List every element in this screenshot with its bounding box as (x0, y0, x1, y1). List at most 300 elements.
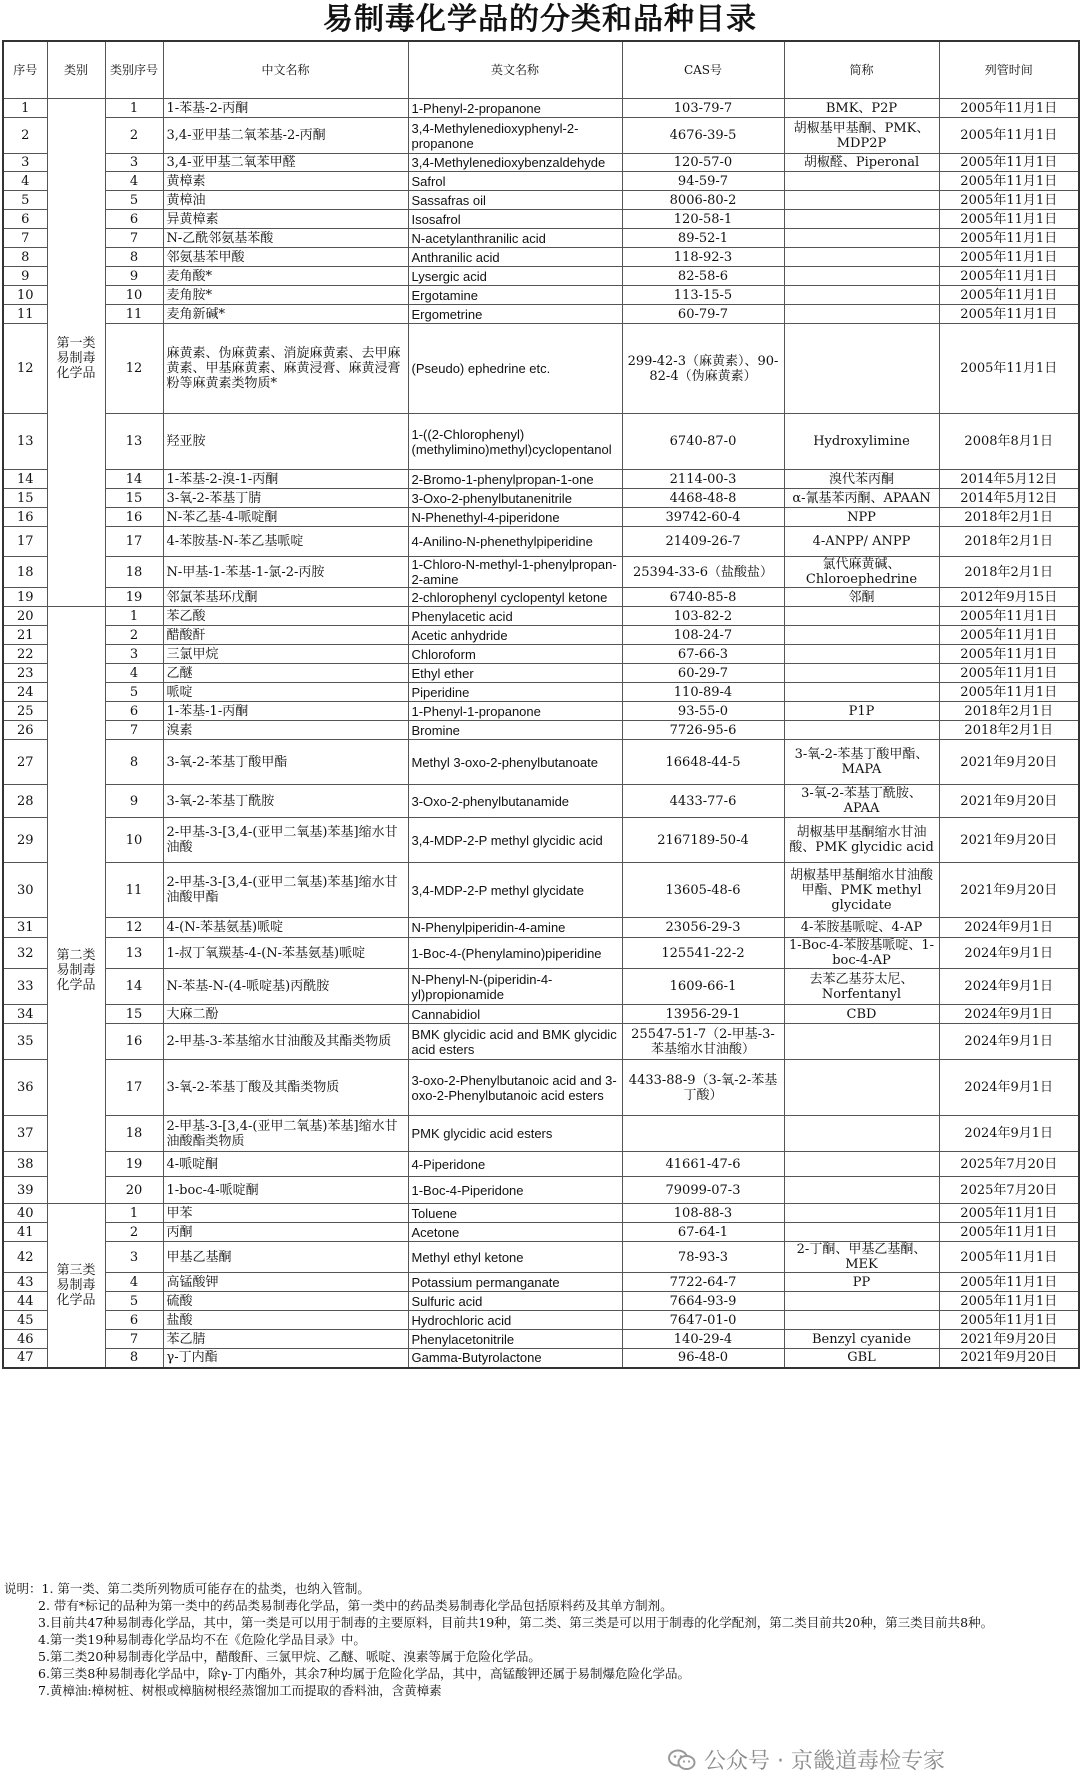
english-name: Gamma-Butyrolactone (408, 1349, 622, 1368)
category-index: 3 (105, 645, 163, 664)
abbreviation: BMK、P2P (784, 99, 939, 118)
chinese-name: 4-哌啶酮 (163, 1152, 408, 1177)
abbreviation (784, 1223, 939, 1242)
chinese-name: 黄樟素 (163, 172, 408, 191)
abbreviation (784, 248, 939, 267)
english-name: Toluene (408, 1204, 622, 1223)
header-chinese-name: 中文名称 (163, 41, 408, 99)
chinese-name: N-苯基-N-(4-哌啶基)丙酰胺 (163, 969, 408, 1005)
cas-number: 299-42-3（麻黄素）、90-82-4（伪麻黄素） (622, 324, 784, 414)
row-index: 37 (3, 1116, 47, 1152)
abbreviation: 胡椒基甲基酮缩水甘油酸甲酯、PMK methyl glycidate (784, 863, 939, 918)
english-name: Methyl 3-oxo-2-phenylbutanoate (408, 740, 622, 785)
table-row (3, 607, 1079, 626)
category-index: 3 (105, 154, 163, 172)
category-index: 17 (105, 1060, 163, 1116)
english-name: Sassafras oil (408, 191, 622, 210)
abbreviation (784, 324, 939, 414)
row-index: 23 (3, 664, 47, 683)
table-row (3, 785, 1079, 818)
control-date: 2025年7月20日 (939, 1177, 1079, 1204)
english-name: 3,4-Methylenedioxyphenyl-2-propanone (408, 118, 622, 154)
category-index: 7 (105, 229, 163, 248)
english-name: 3-oxo-2-Phenylbutanoic acid and 3-oxo-2-Phenylbutanoic acid esters (408, 1060, 622, 1116)
row-index: 2 (3, 118, 47, 154)
category-index: 6 (105, 702, 163, 721)
chinese-name: 1-苯基-1-丙酮 (163, 702, 408, 721)
chinese-name: 邻氨基苯甲酸 (163, 248, 408, 267)
chinese-name: 丙酮 (163, 1223, 408, 1242)
english-name: 3-Oxo-2-phenylbutanamide (408, 785, 622, 818)
english-name: Phenylacetic acid (408, 607, 622, 626)
cas-number: 93-55-0 (622, 702, 784, 721)
note-item: 2. 带有*标记的品种为第一类中的药品类易制毒化学品，第一类中的药品类易制毒化学品包括原料药及其单方制剂。 (38, 1598, 673, 1613)
cas-number: 67-64-1 (622, 1223, 784, 1242)
chinese-name: 黄樟油 (163, 191, 408, 210)
english-name: Methyl ethyl ketone (408, 1242, 622, 1273)
control-date: 2005年11月1日 (939, 305, 1079, 324)
control-date: 2005年11月1日 (939, 1273, 1079, 1292)
chinese-name: 2-甲基-3-苯基缩水甘油酸及其酯类物质 (163, 1024, 408, 1060)
control-date: 2005年11月1日 (939, 1204, 1079, 1223)
table-row (3, 508, 1079, 527)
abbreviation (784, 1311, 939, 1330)
control-date: 2005年11月1日 (939, 99, 1079, 118)
control-date: 2005年11月1日 (939, 1292, 1079, 1311)
english-name: Chloroform (408, 645, 622, 664)
cas-number: 108-24-7 (622, 626, 784, 645)
cas-number: 118-92-3 (622, 248, 784, 267)
control-date: 2021年9月20日 (939, 1349, 1079, 1368)
english-name: 1-((2-Chlorophenyl)(methylimino)methyl)cyclopentanol (408, 414, 622, 470)
abbreviation: GBL (784, 1349, 939, 1368)
category-index: 6 (105, 210, 163, 229)
english-name: Sulfuric acid (408, 1292, 622, 1311)
chinese-name: 1-苯基-2-丙酮 (163, 99, 408, 118)
abbreviation (784, 229, 939, 248)
control-date: 2005年11月1日 (939, 626, 1079, 645)
row-index: 34 (3, 1005, 47, 1024)
english-name: 3,4-Methylenedioxybenzaldehyde (408, 154, 622, 172)
row-index: 25 (3, 702, 47, 721)
chinese-name: 三氯甲烷 (163, 645, 408, 664)
english-name: Phenylacetonitrile (408, 1330, 622, 1349)
table-row (3, 191, 1079, 210)
table-row (3, 470, 1079, 489)
row-index: 40 (3, 1204, 47, 1223)
table-row (3, 645, 1079, 664)
chinese-name: N-苯乙基-4-哌啶酮 (163, 508, 408, 527)
row-index: 47 (3, 1349, 47, 1368)
row-index: 44 (3, 1292, 47, 1311)
english-name: 1-Boc-4-Piperidone (408, 1177, 622, 1204)
control-date: 2005年11月1日 (939, 1242, 1079, 1273)
cas-number: 4433-88-9（3-氧-2-苯基丁酸） (622, 1060, 784, 1116)
chinese-name: 醋酸酐 (163, 626, 408, 645)
header-date: 列管时间 (939, 41, 1079, 99)
chinese-name: γ-丁内酯 (163, 1349, 408, 1368)
abbreviation (784, 1060, 939, 1116)
row-index: 16 (3, 508, 47, 527)
abbreviation: 3-氧-2-苯基丁酰胺、APAA (784, 785, 939, 818)
table-row (3, 1330, 1079, 1349)
control-date: 2021年9月20日 (939, 1330, 1079, 1349)
cas-number: 78-93-3 (622, 1242, 784, 1273)
cas-number: 140-29-4 (622, 1330, 784, 1349)
english-name: Cannabidiol (408, 1005, 622, 1024)
row-index: 18 (3, 557, 47, 588)
row-index: 9 (3, 267, 47, 286)
chinese-name: 1-苯基-2-溴-1-丙酮 (163, 470, 408, 489)
table-row (3, 118, 1079, 154)
control-date: 2025年7月20日 (939, 1152, 1079, 1177)
chinese-name: 甲苯 (163, 1204, 408, 1223)
abbreviation: 胡椒基甲基酮缩水甘油酸、PMK glycidic acid (784, 818, 939, 863)
abbreviation: 去苯乙基芬太尼、Norfentanyl (784, 969, 939, 1005)
category-index: 13 (105, 414, 163, 470)
abbreviation: 胡椒基甲基酮、PMK、MDP2P (784, 118, 939, 154)
table-row (3, 229, 1079, 248)
cas-number: 110-89-4 (622, 683, 784, 702)
chinese-name: 麻黄素、伪麻黄素、消旋麻黄素、去甲麻黄素、甲基麻黄素、麻黄浸膏、麻黄浸膏粉等麻黄素类物质* (163, 324, 408, 414)
table-row (3, 154, 1079, 172)
category-index: 5 (105, 1292, 163, 1311)
control-date: 2021年9月20日 (939, 818, 1079, 863)
row-index: 20 (3, 607, 47, 626)
cas-number: 7726-95-6 (622, 721, 784, 740)
control-date: 2005年11月1日 (939, 118, 1079, 154)
cas-number: 120-58-1 (622, 210, 784, 229)
table-row (3, 99, 1079, 118)
category-index: 14 (105, 969, 163, 1005)
category-index: 7 (105, 1330, 163, 1349)
abbreviation (784, 645, 939, 664)
table-row (3, 626, 1079, 645)
table-row (3, 969, 1079, 1005)
cas-number: 6740-85-8 (622, 588, 784, 607)
cas-number (622, 1116, 784, 1152)
cas-number: 79099-07-3 (622, 1177, 784, 1204)
abbreviation (784, 267, 939, 286)
category-index: 14 (105, 470, 163, 489)
control-date: 2005年11月1日 (939, 1223, 1079, 1242)
english-name: 1-Boc-4-(Phenylamino)piperidine (408, 938, 622, 969)
table-row (3, 414, 1079, 470)
control-date: 2005年11月1日 (939, 645, 1079, 664)
row-index: 6 (3, 210, 47, 229)
table-row (3, 1223, 1079, 1242)
row-index: 41 (3, 1223, 47, 1242)
category-index: 2 (105, 626, 163, 645)
table-row (3, 324, 1079, 414)
table-row (3, 1177, 1079, 1204)
cas-number: 7722-64-7 (622, 1273, 784, 1292)
control-date: 2005年11月1日 (939, 324, 1079, 414)
english-name: 3-Oxo-2-phenylbutanenitrile (408, 489, 622, 508)
english-name: 4-Anilino-N-phenethylpiperidine (408, 527, 622, 557)
cas-number: 94-59-7 (622, 172, 784, 191)
row-index: 33 (3, 969, 47, 1005)
control-date: 2005年11月1日 (939, 683, 1079, 702)
english-name: N-Phenyl-N-(piperidin-4-yl)propionamide (408, 969, 622, 1005)
watermark-text: 公众号 · 京畿道毒检专家 (704, 1749, 945, 1774)
category-index: 11 (105, 305, 163, 324)
cas-number: 120-57-0 (622, 154, 784, 172)
cas-number: 108-88-3 (622, 1204, 784, 1223)
row-index: 39 (3, 1177, 47, 1204)
control-date: 2024年9月1日 (939, 1116, 1079, 1152)
english-name: Bromine (408, 721, 622, 740)
abbreviation (784, 172, 939, 191)
table-row (3, 1152, 1079, 1177)
chinese-name: 高锰酸钾 (163, 1273, 408, 1292)
row-index: 5 (3, 191, 47, 210)
chinese-name: 2-甲基-3-[3,4-(亚甲二氧基)苯基]缩水甘油酸 (163, 818, 408, 863)
table-row (3, 664, 1079, 683)
english-name: Isosafrol (408, 210, 622, 229)
english-name: PMK glycidic acid esters (408, 1116, 622, 1152)
english-name: Ethyl ether (408, 664, 622, 683)
row-index: 28 (3, 785, 47, 818)
watermark (668, 1744, 945, 1775)
header-row (3, 41, 1079, 99)
table-row (3, 172, 1079, 191)
table-row (3, 248, 1079, 267)
table-row (3, 740, 1079, 785)
control-date: 2021年9月20日 (939, 785, 1079, 818)
header-category: 类别 (47, 41, 105, 99)
cas-number: 4468-48-8 (622, 489, 784, 508)
cas-number: 82-58-6 (622, 267, 784, 286)
abbreviation: 胡椒醛、Piperonal (784, 154, 939, 172)
abbreviation (784, 191, 939, 210)
notes (4, 1580, 1076, 1699)
abbreviation: 4-苯胺基哌啶、4-AP (784, 918, 939, 938)
category-index: 8 (105, 1349, 163, 1368)
category-index: 19 (105, 588, 163, 607)
note-item: 5.第二类20种易制毒化学品中，醋酸酐、三氯甲烷、乙醚、哌啶、溴素等属于危险化学品。 (38, 1649, 541, 1664)
cas-number: 13605-48-6 (622, 863, 784, 918)
abbreviation (784, 1204, 939, 1223)
table-row (3, 721, 1079, 740)
page-title: 易制毒化学品的分类和品种目录 (323, 2, 757, 37)
category-index: 19 (105, 1152, 163, 1177)
table-row (3, 818, 1079, 863)
category-index: 16 (105, 508, 163, 527)
category-index: 10 (105, 818, 163, 863)
category-index: 16 (105, 1024, 163, 1060)
row-index: 24 (3, 683, 47, 702)
english-name: 2-chlorophenyl cyclopentyl ketone (408, 588, 622, 607)
cas-number: 60-29-7 (622, 664, 784, 683)
abbreviation (784, 1292, 939, 1311)
english-name: Acetic anhydride (408, 626, 622, 645)
control-date: 2005年11月1日 (939, 210, 1079, 229)
row-index: 32 (3, 938, 47, 969)
cas-number: 13956-29-1 (622, 1005, 784, 1024)
table-row (3, 918, 1079, 938)
table-row (3, 489, 1079, 508)
control-date: 2024年9月1日 (939, 918, 1079, 938)
row-index: 12 (3, 324, 47, 414)
control-date: 2005年11月1日 (939, 286, 1079, 305)
abbreviation: α-氰基苯丙酮、APAAN (784, 489, 939, 508)
abbreviation: 溴代苯丙酮 (784, 470, 939, 489)
english-name: 1-Phenyl-2-propanone (408, 99, 622, 118)
chinese-name: 2-甲基-3-[3,4-(亚甲二氧基)苯基]缩水甘油酸酯类物质 (163, 1116, 408, 1152)
row-index: 7 (3, 229, 47, 248)
category-index: 15 (105, 1005, 163, 1024)
chinese-name: 3-氧-2-苯基丁腈 (163, 489, 408, 508)
abbreviation (784, 1024, 939, 1060)
category-index: 12 (105, 918, 163, 938)
category-index: 6 (105, 1311, 163, 1330)
chinese-name: 3-氧-2-苯基丁酰胺 (163, 785, 408, 818)
cas-number: 125541-22-2 (622, 938, 784, 969)
chinese-name: 甲基乙基酮 (163, 1242, 408, 1273)
cas-number: 25547-51-7（2-甲基-3-苯基缩水甘油酸） (622, 1024, 784, 1060)
table-row (3, 1024, 1079, 1060)
row-index: 13 (3, 414, 47, 470)
control-date: 2005年11月1日 (939, 191, 1079, 210)
chinese-name: 1-叔丁氧羰基-4-(N-苯基氨基)哌啶 (163, 938, 408, 969)
row-index: 21 (3, 626, 47, 645)
table-row (3, 938, 1079, 969)
row-index: 42 (3, 1242, 47, 1273)
english-name: BMK glycidic acid and BMK glycidic acid esters (408, 1024, 622, 1060)
category-index: 4 (105, 664, 163, 683)
note-item: 7.黄樟油:樟树桩、树根或樟脑树根经蒸馏加工而提取的香料油，含黄樟素 (38, 1683, 442, 1698)
row-index: 14 (3, 470, 47, 489)
row-index: 30 (3, 863, 47, 918)
cas-number: 21409-26-7 (622, 527, 784, 557)
chinese-name: 麦角新碱* (163, 305, 408, 324)
chinese-name: 苯乙酸 (163, 607, 408, 626)
abbreviation: 4-ANPP/ ANPP (784, 527, 939, 557)
abbreviation: Benzyl cyanide (784, 1330, 939, 1349)
control-date: 2024年9月1日 (939, 1005, 1079, 1024)
category-index: 1 (105, 1204, 163, 1223)
row-index: 29 (3, 818, 47, 863)
abbreviation (784, 683, 939, 702)
chinese-name: 异黄樟素 (163, 210, 408, 229)
abbreviation (784, 607, 939, 626)
control-date: 2005年11月1日 (939, 248, 1079, 267)
cas-number: 7647-01-0 (622, 1311, 784, 1330)
control-date: 2005年11月1日 (939, 229, 1079, 248)
control-date: 2021年9月20日 (939, 863, 1079, 918)
table-row (3, 286, 1079, 305)
table-row (3, 527, 1079, 557)
chinese-name: 3,4-亚甲基二氧苯甲醛 (163, 154, 408, 172)
category-index: 8 (105, 740, 163, 785)
category-index: 12 (105, 324, 163, 414)
english-name: Potassium permanganate (408, 1273, 622, 1292)
category-index: 9 (105, 785, 163, 818)
precursor-catalog-table (2, 40, 1080, 1369)
english-name: N-acetylanthranilic acid (408, 229, 622, 248)
category-index: 5 (105, 683, 163, 702)
category-index: 3 (105, 1242, 163, 1273)
cas-number: 60-79-7 (622, 305, 784, 324)
abbreviation: PP (784, 1273, 939, 1292)
control-date: 2005年11月1日 (939, 607, 1079, 626)
cas-number: 7664-93-9 (622, 1292, 784, 1311)
category-index: 5 (105, 191, 163, 210)
abbreviation (784, 1152, 939, 1177)
english-name: Lysergic acid (408, 267, 622, 286)
cas-number: 25394-33-6（盐酸盐） (622, 557, 784, 588)
category-index: 1 (105, 607, 163, 626)
abbreviation: 氯代麻黄碱、Chloroephedrine (784, 557, 939, 588)
control-date: 2018年2月1日 (939, 702, 1079, 721)
english-name: Piperidine (408, 683, 622, 702)
row-index: 15 (3, 489, 47, 508)
abbreviation (784, 1177, 939, 1204)
row-index: 1 (3, 99, 47, 118)
english-name: Anthranilic acid (408, 248, 622, 267)
row-index: 43 (3, 1273, 47, 1292)
row-index: 17 (3, 527, 47, 557)
header-abbreviation: 简称 (784, 41, 939, 99)
control-date: 2024年9月1日 (939, 938, 1079, 969)
abbreviation: 2-丁酮、甲基乙基酮、MEK (784, 1242, 939, 1273)
cas-number: 67-66-3 (622, 645, 784, 664)
cas-number: 6740-87-0 (622, 414, 784, 470)
row-index: 38 (3, 1152, 47, 1177)
cas-number: 103-82-2 (622, 607, 784, 626)
abbreviation (784, 210, 939, 229)
header-cas: CAS号 (622, 41, 784, 99)
english-name: Ergotamine (408, 286, 622, 305)
abbreviation: NPP (784, 508, 939, 527)
category-index: 2 (105, 118, 163, 154)
row-index: 11 (3, 305, 47, 324)
wechat-icon (668, 1749, 696, 1771)
category-index: 7 (105, 721, 163, 740)
control-date: 2024年9月1日 (939, 969, 1079, 1005)
abbreviation (784, 626, 939, 645)
note-item: 4.第一类19种易制毒化学品均不在《危险化学品目录》中。 (38, 1632, 366, 1647)
chinese-name: 4-(N-苯基氨基)哌啶 (163, 918, 408, 938)
category-index: 10 (105, 286, 163, 305)
category-index: 15 (105, 489, 163, 508)
table-row (3, 1060, 1079, 1116)
cas-number: 96-48-0 (622, 1349, 784, 1368)
chinese-name: 哌啶 (163, 683, 408, 702)
row-index: 35 (3, 1024, 47, 1060)
abbreviation (784, 1116, 939, 1152)
chinese-name: 乙醚 (163, 664, 408, 683)
category-index: 8 (105, 248, 163, 267)
row-index: 3 (3, 154, 47, 172)
cas-number: 8006-80-2 (622, 191, 784, 210)
abbreviation: 3-氧-2-苯基丁酸甲酯、MAPA (784, 740, 939, 785)
cas-number: 39742-60-4 (622, 508, 784, 527)
control-date: 2018年2月1日 (939, 527, 1079, 557)
row-index: 19 (3, 588, 47, 607)
chinese-name: N-甲基-1-苯基-1-氯-2-丙胺 (163, 557, 408, 588)
table-row (3, 557, 1079, 588)
cas-number: 2114-00-3 (622, 470, 784, 489)
english-name: (Pseudo) ephedrine etc. (408, 324, 622, 414)
table-row (3, 210, 1079, 229)
row-index: 46 (3, 1330, 47, 1349)
cas-number: 4433-77-6 (622, 785, 784, 818)
control-date: 2024年9月1日 (939, 1060, 1079, 1116)
category-index: 13 (105, 938, 163, 969)
abbreviation (784, 664, 939, 683)
